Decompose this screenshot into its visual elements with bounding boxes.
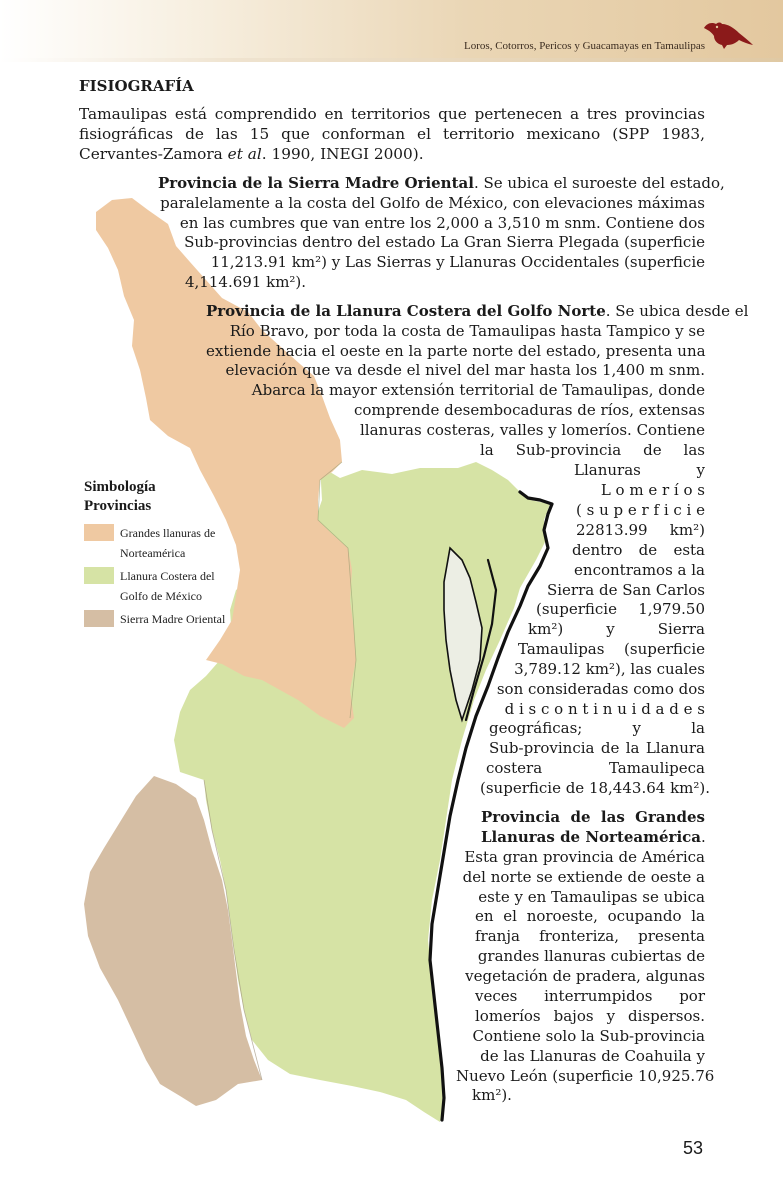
grandes-line: Contiene solo la Sub-provincia	[472, 1027, 705, 1045]
llanura-line: ( s u p e r f i c i e	[576, 500, 705, 519]
grandes-line: vegetación de pradera, algunas	[465, 966, 705, 985]
llanura-line: Tamaulipas (superficie	[518, 640, 705, 658]
llanura-line: d i s c o n t i n u i d a d e s	[504, 699, 705, 718]
legend-items	[84, 524, 284, 630]
grandes-line: Esta gran provincia de América	[464, 848, 705, 866]
llanura-costera-narrow-column-4	[576, 521, 705, 541]
legend-label: Sierra Madre Oriental	[120, 612, 226, 626]
llanura-costera-narrow-column-3	[560, 481, 705, 521]
grandes-llanuras-body-5	[456, 1027, 715, 1086]
grandes-line: lomeríos bajos y dispersos.	[475, 1006, 705, 1025]
legend-item-llanura-costera	[84, 567, 284, 606]
grandes-llanuras-body-6	[472, 1086, 592, 1106]
llanura-costera-heading: Provincia de la Llanura Costera del Golfo Norte	[206, 302, 606, 320]
llanura-line: Sub-provincia de la Llanura	[489, 738, 705, 757]
grandes-line: Nuevo León (superficie 10,925.76	[456, 1066, 715, 1085]
intro-text-after: . 1990, INEGI 2000).	[261, 145, 424, 163]
llanura-line: encontramos a la	[574, 561, 705, 579]
grandes-line: km²).	[472, 1086, 512, 1104]
sierra-madre-heading: Provincia de la Sierra Madre Oriental	[158, 174, 474, 192]
llanura-line: comprende desembocaduras de ríos, extensas	[353, 400, 705, 419]
llanura-costera-narrow-column	[480, 441, 705, 461]
sierra-madre-line: 11,213.91 km²) y Las Sierras y Llanuras Occidentales (superficie	[210, 253, 705, 272]
sierra-madre-line: Sub-provincias dentro del estado La Gran Sierra Plegada (superficie	[184, 233, 705, 252]
grandes-llanuras-body-4	[475, 987, 705, 1027]
llanura-line: L o m e r í o s	[600, 481, 705, 499]
grandes-line: del norte se extiende de oeste a	[462, 867, 705, 886]
grandes-line: en el noroeste, ocupando la	[475, 907, 705, 925]
llanura-line: llanuras costeras, valles y lomeríos. Contiene	[360, 420, 705, 439]
llanura-costera-narrow-column-8	[528, 620, 705, 640]
section-title: FISIOGRAFÍA	[79, 77, 194, 95]
llanura-line: geográficas; y la	[489, 719, 705, 737]
llanura-costera-narrow-column-5	[572, 541, 705, 561]
sierra-madre-line: Provincia de la Sierra Madre Oriental. Se ubica el suroeste del estado,	[158, 174, 725, 192]
legend-title: Simbología Provincias	[84, 479, 156, 514]
llanura-costera-narrow-column-12	[486, 759, 705, 779]
llanura-costera-narrow-column-7	[536, 600, 705, 620]
grandes-llanuras-heading-1: Provincia de las Grandes	[481, 808, 705, 826]
llanura-line: Sierra de San Carlos	[546, 580, 705, 599]
llanura-line: elevación que va desde el nivel del mar hasta los 1,400 m snm.	[225, 361, 705, 380]
grandes-llanuras-heading-2: Llanuras de Norteamérica	[481, 827, 701, 846]
legend-label: Llanura Costera del Golfo de México	[120, 569, 215, 603]
llanura-line: Río Bravo, por toda la costa de Tamaulipas hasta Tampico y se	[229, 321, 705, 340]
llanura-costera-narrow-column-10	[480, 660, 705, 719]
grandes-line: veces interrumpidos por	[475, 987, 705, 1005]
legend-swatch	[84, 567, 114, 584]
llanura-line: extiende hacia el oeste en la parte norte del estado, presenta una	[206, 341, 706, 360]
llanura-line: dentro de esta	[572, 541, 705, 559]
legend-swatch	[84, 524, 114, 541]
llanura-line: Abarca la mayor extensión territorial de Tamaulipas, donde	[251, 381, 705, 400]
llanura-costera-narrow-column-6	[520, 561, 705, 601]
legend-swatch	[84, 610, 114, 627]
map-legend	[84, 478, 284, 634]
sierra-madre-line: 4,114.691 km²).	[185, 272, 307, 291]
llanura-line: (superficie de 18,443.64 km²).	[480, 779, 711, 797]
llanura-costera-narrow-column-13	[480, 779, 711, 799]
llanura-costera-narrow-column-2	[574, 461, 705, 481]
grandes-llanuras-body	[460, 848, 705, 907]
grandes-heading-line	[481, 808, 705, 828]
intro-paragraph	[79, 104, 705, 164]
grandes-line: franja fronteriza, presenta	[475, 926, 705, 945]
llanura-line: costera Tamaulipeca	[486, 759, 705, 777]
llanura-line: 3,789.12 km²), las cuales	[514, 660, 705, 678]
llanura-line: son consideradas como dos	[496, 679, 705, 698]
grandes-heading-line: Llanuras de Norteamérica.	[481, 827, 706, 846]
sierra-madre-line: en las cumbres que van entre los 2,000 a 3,510 m snm. Contiene dos	[179, 213, 705, 232]
llanura-line: Provincia de la Llanura Costera del Golfo Norte. Se ubica desde el	[206, 302, 749, 320]
llanura-line: Llanuras y	[574, 461, 705, 479]
grandes-line: grandes llanuras cubiertas de	[477, 947, 705, 965]
grandes-llanuras-paragraph	[481, 808, 705, 848]
intro-text-before: Tamaulipas está comprendido en territorios que pertenecen a tres provincias fisiográficas de las 15 que conforman el territorio mexicano (SPP 1983, Cervantes-Zamora	[79, 105, 705, 163]
llanura-line: (superficie 1,979.50	[536, 600, 705, 618]
legend-item-grandes-llanuras	[84, 524, 284, 563]
legend-label: Grandes llanuras de Norteamérica	[120, 526, 216, 560]
llanura-line: la Sub-provincia de las	[480, 441, 705, 459]
grandes-llanuras-body-2	[475, 907, 705, 947]
intro-italic: et al	[227, 145, 262, 163]
grandes-llanuras-body-3	[460, 947, 705, 987]
llanura-costera-paragraph	[206, 302, 749, 441]
llanura-line: 22813.99 km²)	[576, 521, 705, 539]
llanura-costera-narrow-column-11	[489, 719, 705, 759]
grandes-line: de las Llanuras de Coahuila y	[480, 1046, 705, 1065]
llanura-costera-narrow-column-9	[518, 640, 705, 660]
sierra-madre-line: paralelamente a la costa del Golfo de México, con elevaciones máximas	[160, 193, 705, 212]
legend-item-sierra-madre	[84, 610, 284, 630]
sierra-madre-paragraph	[158, 174, 725, 293]
running-title: Loros, Cotorros, Pericos y Guacamayas en Tamaulipas	[464, 40, 705, 52]
llanura-line: km²) y Sierra	[528, 620, 705, 638]
page-number: 53	[683, 1138, 704, 1158]
grandes-line: este y en Tamaulipas se ubica	[478, 887, 705, 906]
